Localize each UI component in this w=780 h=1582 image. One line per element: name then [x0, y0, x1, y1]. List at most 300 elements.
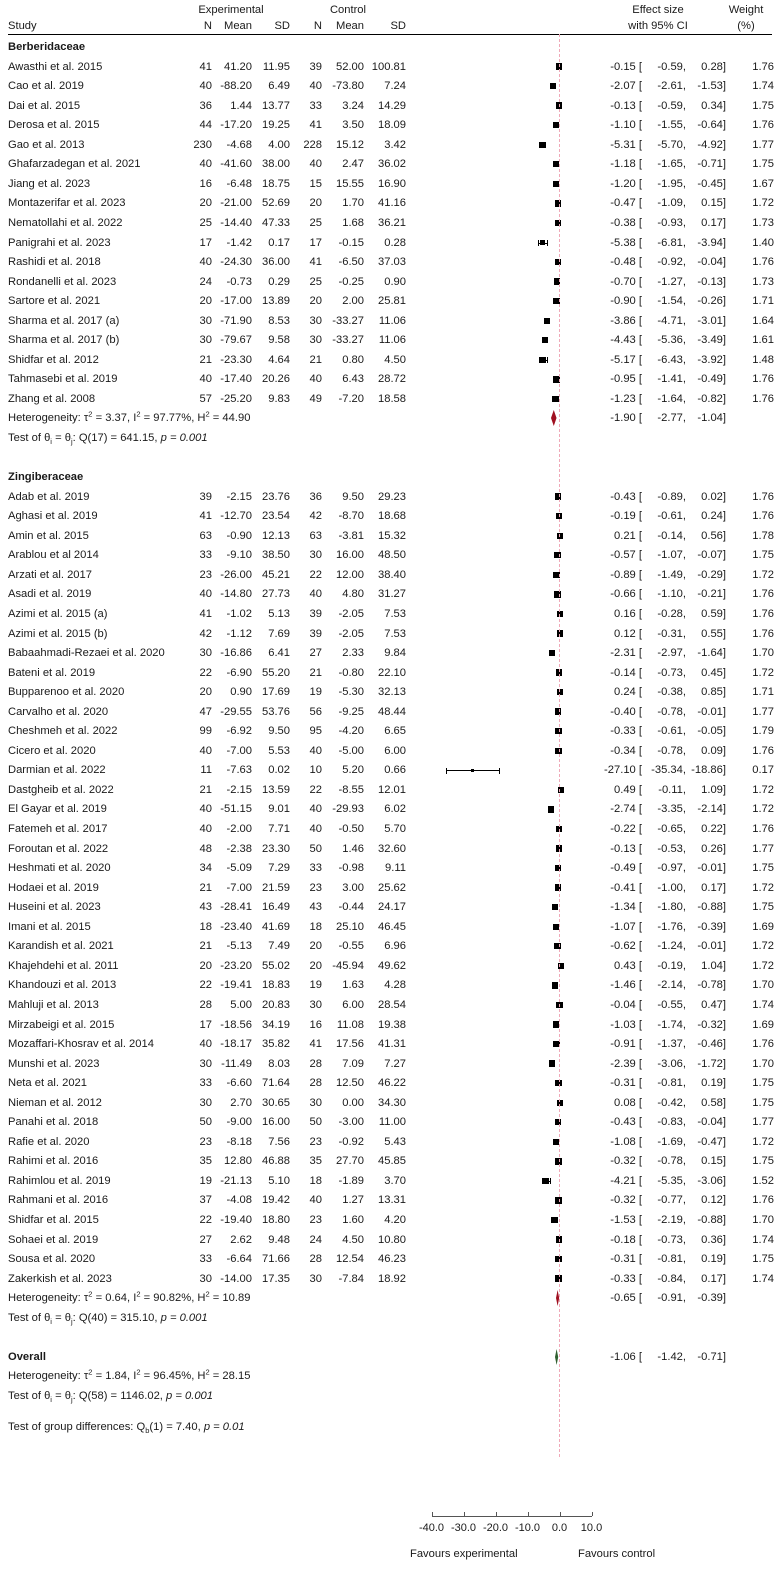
exp-sd: 5.10 — [268, 1174, 290, 1187]
exp-sd: 17.69 — [262, 686, 290, 699]
ctl-n: 24 — [309, 1233, 322, 1246]
exp-sd: 16.49 — [262, 901, 290, 914]
effect-size: -3.86 [ — [610, 314, 642, 327]
exp-mean: -19.40 — [220, 1214, 252, 1226]
study-label: Rahimi et al. 2016 — [8, 1155, 99, 1168]
weight: 1.72 — [752, 881, 774, 894]
effect-size: -5.17 [ — [610, 353, 642, 366]
exp-sd: 21.59 — [262, 881, 290, 894]
exp-sd: 4.64 — [268, 353, 290, 366]
ci-cap-lower — [446, 768, 447, 774]
ctl-mean: 12.50 — [336, 1077, 364, 1090]
ctl-mean: -0.55 — [338, 940, 364, 953]
ctl-n: 28 — [309, 1077, 322, 1090]
ci-cap-upper — [499, 768, 500, 774]
study-label: Bupparenoo et al. 2020 — [8, 686, 125, 699]
weight: 1.52 — [752, 1174, 774, 1187]
study-label: Cicero et al. 2020 — [8, 744, 96, 757]
ci-lower: -1.10, — [657, 588, 686, 601]
weight: 1.76 — [752, 510, 774, 523]
ci-upper: -0.01] — [697, 862, 726, 875]
ctl-mean: 5.20 — [342, 764, 364, 777]
weight: 1.76 — [752, 1038, 774, 1051]
exp-mean: -17.40 — [220, 373, 252, 386]
exp-mean: -6.92 — [226, 725, 252, 738]
effect-size: 0.08 [ — [614, 1096, 642, 1109]
ctl-mean: 1.27 — [342, 1194, 364, 1207]
effect-size: -0.62 [ — [610, 940, 642, 953]
header-weight-sub: (%) — [737, 20, 755, 32]
ctl-n: 40 — [309, 823, 322, 835]
ctl-mean: -0.25 — [338, 275, 364, 288]
exp-mean: -6.60 — [226, 1077, 252, 1090]
exp-n: 30 — [199, 1096, 212, 1109]
ci-upper: -0.07] — [697, 549, 726, 562]
ci-lower: -1.07, — [657, 549, 686, 562]
ci-lower: -0.59, — [657, 99, 686, 112]
ci-upper: -1.53] — [697, 80, 726, 93]
ctl-n: 63 — [309, 529, 322, 542]
ctl-mean: -2.05 — [338, 627, 364, 640]
group-header-berberidaceae: Berberidaceae — [8, 41, 86, 53]
ci-upper: 0.22] — [701, 823, 726, 835]
ci-lower: -1.64, — [657, 392, 686, 405]
ctl-n: 25 — [309, 216, 322, 229]
ctl-n: 95 — [309, 725, 322, 738]
ctl-mean: 3.50 — [342, 119, 364, 132]
ctl-n: 40 — [309, 744, 322, 757]
exp-mean: -6.48 — [226, 177, 252, 190]
ci-lower: -1.69, — [657, 1135, 686, 1148]
x-axis-tick — [592, 1512, 593, 1516]
ci-lower: -0.89, — [657, 490, 686, 503]
effect-size: -0.31 [ — [610, 1253, 642, 1266]
ci-upper: -0.01] — [697, 940, 726, 953]
ci-lower: -2.14, — [657, 979, 686, 992]
ci-upper: -0.64] — [697, 119, 726, 132]
ctl-n: 30 — [309, 314, 322, 327]
weight: 1.75 — [752, 901, 774, 914]
exp-n: 22 — [199, 1214, 212, 1226]
exp-sd: 9.50 — [268, 725, 290, 738]
ctl-sd: 37.03 — [378, 256, 406, 269]
ctl-mean: 1.63 — [342, 979, 364, 992]
ctl-mean: 1.46 — [342, 842, 364, 855]
exp-mean: -9.00 — [226, 1116, 252, 1129]
exp-sd: 71.64 — [262, 1077, 290, 1090]
weight: 1.72 — [752, 803, 774, 816]
ctl-n: 25 — [309, 275, 322, 288]
study-label: Sohaei et al. 2019 — [8, 1233, 99, 1246]
exp-n: 30 — [199, 1272, 212, 1285]
study-marker — [551, 1217, 557, 1223]
ctl-n: 28 — [309, 1253, 322, 1266]
effect-size: -1.53 [ — [610, 1214, 642, 1226]
exp-mean: 1.44 — [230, 99, 252, 112]
ctl-mean: 0.80 — [342, 353, 364, 366]
ctl-mean: 6.00 — [342, 998, 364, 1011]
study-label: Arzati et al. 2017 — [8, 568, 92, 581]
ctl-mean: -0.44 — [338, 901, 364, 914]
effect-size: -0.15 [ — [610, 60, 642, 73]
exp-n: 17 — [199, 1018, 212, 1031]
exp-mean: -5.09 — [226, 862, 252, 875]
study-label: Sartore et al. 2021 — [8, 295, 101, 308]
ctl-n: 18 — [309, 920, 322, 933]
ctl-sd: 18.68 — [378, 510, 406, 523]
ctl-mean: -0.80 — [338, 666, 364, 679]
ci-lower: -0.61, — [657, 725, 686, 738]
ctl-mean: 3.00 — [342, 881, 364, 894]
ci-upper: -3.94] — [697, 236, 726, 249]
exp-n: 11 — [200, 764, 212, 777]
header-experimental: Experimental — [198, 4, 264, 16]
ctl-mean: 15.12 — [336, 138, 364, 151]
effect-size: -2.07 [ — [610, 80, 642, 93]
study-label: Gao et al. 2013 — [8, 138, 85, 151]
effect-size: 0.21 [ — [614, 529, 642, 542]
subgroup-ci-lower: -2.77, — [657, 412, 686, 425]
weight: 1.67 — [752, 177, 774, 190]
exp-n: 19 — [199, 1174, 212, 1187]
ci-upper: 0.55] — [701, 627, 726, 640]
exp-sd: 0.29 — [268, 275, 290, 288]
exp-n: 40 — [199, 256, 212, 269]
ctl-n: 36 — [309, 490, 322, 503]
x-axis-line — [432, 1516, 592, 1517]
effect-size: 0.12 [ — [614, 627, 642, 640]
ctl-sd: 0.28 — [384, 236, 406, 249]
ctl-sd: 25.81 — [378, 295, 406, 308]
weight: 1.64 — [752, 314, 774, 327]
exp-mean: -0.73 — [226, 275, 252, 288]
exp-sd: 55.02 — [262, 959, 290, 972]
exp-n: 28 — [199, 998, 212, 1011]
exp-mean: -16.86 — [220, 647, 252, 660]
weight: 1.69 — [752, 1018, 774, 1031]
x-axis-tick-label: 0.0 — [551, 1522, 568, 1534]
ci-lower: -0.73, — [657, 1233, 686, 1246]
ci-upper: 0.17] — [701, 881, 726, 894]
effect-size: -0.19 [ — [610, 510, 642, 523]
ci-lower: -1.55, — [657, 119, 686, 132]
effect-size: -0.32 [ — [610, 1194, 642, 1207]
exp-mean: -6.90 — [226, 666, 252, 679]
ctl-n: 23 — [309, 881, 322, 894]
ctl-mean: 1.68 — [342, 216, 364, 229]
exp-sd: 71.66 — [262, 1253, 290, 1266]
ci-lower: -1.24, — [657, 940, 686, 953]
exp-mean: -2.15 — [226, 490, 252, 503]
ctl-mean: -9.25 — [338, 705, 364, 718]
ci-upper: -0.21] — [697, 588, 726, 601]
header-ctl-n: N — [313, 20, 322, 32]
effect-size: -1.20 [ — [610, 177, 642, 190]
ctl-mean: 12.00 — [336, 568, 364, 581]
exp-sd: 36.00 — [262, 256, 290, 269]
ci-upper: -0.46] — [697, 1038, 726, 1051]
ctl-mean: -33.27 — [332, 314, 364, 327]
effect-size: -4.43 [ — [610, 334, 642, 347]
exp-sd: 13.59 — [262, 783, 290, 796]
effect-size: -5.38 [ — [610, 236, 642, 249]
ci-upper: -1.64] — [697, 647, 726, 660]
ci-lower: -0.78, — [657, 1155, 686, 1168]
study-marker — [557, 611, 563, 617]
exp-n: 39 — [199, 490, 212, 503]
ci-upper: -3.92] — [697, 353, 726, 366]
study-label: Munshi et al. 2023 — [8, 1057, 100, 1070]
exp-n: 50 — [199, 1116, 212, 1129]
weight: 1.76 — [752, 1194, 774, 1207]
ctl-mean: -8.55 — [338, 783, 364, 796]
exp-n: 40 — [199, 373, 212, 386]
ctl-sd: 12.01 — [378, 783, 406, 796]
exp-sd: 38.00 — [262, 158, 290, 171]
ci-upper: 0.15] — [701, 1155, 726, 1168]
ctl-sd: 6.96 — [384, 940, 406, 953]
favours-control-label: Favours control — [578, 1548, 656, 1560]
exp-n: 43 — [199, 901, 212, 914]
ctl-n: 40 — [309, 803, 322, 816]
exp-mean: -7.63 — [226, 764, 252, 777]
exp-n: 30 — [199, 334, 212, 347]
subgroup-ci-upper: -0.39] — [697, 1292, 726, 1305]
weight: 1.76 — [752, 823, 774, 835]
exp-sd: 12.13 — [262, 529, 290, 542]
exp-mean: -14.80 — [220, 588, 252, 601]
ctl-sd: 7.27 — [384, 1057, 406, 1070]
study-label: Karandish et al. 2021 — [8, 940, 114, 953]
ctl-mean: -2.05 — [338, 607, 364, 620]
ctl-mean: -7.84 — [338, 1272, 364, 1285]
ci-upper: 0.45] — [701, 666, 726, 679]
effect-size: -0.13 [ — [610, 99, 642, 112]
ctl-n: 15 — [309, 177, 322, 190]
ci-lower: -1.74, — [657, 1018, 686, 1031]
exp-mean: -21.13 — [220, 1174, 252, 1187]
ctl-sd: 7.53 — [384, 627, 406, 640]
exp-sd: 16.00 — [262, 1116, 290, 1129]
study-label: Rondanelli et al. 2023 — [8, 275, 117, 288]
overall-label: Overall — [8, 1350, 46, 1363]
ci-upper: 0.09] — [701, 744, 726, 757]
homogeneity-test-text: Test of $\theta_i = \theta_j$: Q(40) = 315.10, p = 0.001 — [8, 1311, 208, 1326]
ctl-sd: 41.31 — [378, 1038, 406, 1051]
ctl-n: 10 — [309, 764, 322, 777]
exp-n: 57 — [199, 392, 212, 405]
ctl-n: 39 — [309, 627, 322, 640]
study-marker — [555, 865, 561, 871]
ctl-sd: 6.65 — [384, 725, 406, 738]
study-label: Sharma et al. 2017 (b) — [8, 334, 120, 347]
ctl-mean: 27.70 — [336, 1155, 364, 1168]
ci-lower: -0.31, — [657, 627, 686, 640]
exp-mean: -51.15 — [220, 803, 252, 816]
x-axis-tick-label: -30.0 — [450, 1522, 477, 1534]
weight: 1.77 — [752, 842, 774, 855]
overall-effect-size: -1.06 [ — [610, 1350, 642, 1363]
ctl-n: 33 — [309, 862, 322, 875]
study-label: Azimi et al. 2015 (a) — [8, 607, 108, 620]
effect-size: -0.89 [ — [610, 568, 642, 581]
exp-n: 35 — [199, 1155, 212, 1168]
study-marker — [542, 337, 548, 343]
ctl-mean: 17.56 — [336, 1038, 364, 1051]
ctl-n: 40 — [309, 80, 322, 93]
ctl-n: 17 — [309, 236, 322, 249]
weight: 1.72 — [752, 959, 774, 972]
header-exp-n: N — [203, 20, 212, 32]
exp-mean: -4.68 — [226, 138, 252, 151]
effect-size: -4.21 [ — [610, 1174, 642, 1187]
ctl-mean: -0.15 — [338, 236, 364, 249]
ctl-mean: 15.55 — [336, 177, 364, 190]
effect-size: 0.16 [ — [614, 607, 642, 620]
ci-upper: 0.02] — [701, 490, 726, 503]
ci-lower: -1.41, — [657, 373, 686, 386]
exp-n: 47 — [199, 705, 212, 718]
ctl-sd: 28.72 — [378, 373, 406, 386]
exp-sd: 20.26 — [262, 373, 290, 386]
exp-sd: 4.00 — [268, 138, 290, 151]
weight: 1.40 — [752, 236, 774, 249]
study-marker — [550, 83, 556, 89]
study-label: Babaahmadi-Rezaei et al. 2020 — [8, 647, 165, 660]
effect-size: 0.24 [ — [614, 686, 642, 699]
ctl-n: 28 — [309, 1057, 322, 1070]
exp-sd: 8.03 — [268, 1057, 290, 1070]
study-label: Neta et al. 2021 — [8, 1077, 87, 1090]
exp-sd: 53.76 — [262, 705, 290, 718]
ci-lower: -0.83, — [657, 1116, 686, 1129]
study-label: Jiang et al. 2023 — [8, 177, 91, 190]
group-differences-test-text: Test of group differences: $Q_b(1) = 7.40$, p = 0.01 — [8, 1421, 245, 1436]
weight: 1.74 — [752, 1272, 774, 1285]
study-label: Imani et al. 2015 — [8, 920, 91, 933]
ci-lower: -3.06, — [657, 1057, 686, 1070]
effect-size: -1.18 [ — [610, 158, 642, 171]
effect-size: -0.91 [ — [610, 1038, 642, 1051]
ci-upper: 0.17] — [701, 1272, 726, 1285]
ctl-sd: 5.43 — [384, 1135, 406, 1148]
ctl-mean: 0.00 — [342, 1096, 364, 1109]
ctl-n: 20 — [309, 197, 322, 210]
exp-mean: -17.20 — [220, 119, 252, 132]
study-label: Shidfar et al. 2012 — [8, 353, 99, 366]
ctl-sd: 45.85 — [378, 1155, 406, 1168]
ci-upper: 0.47] — [701, 998, 726, 1011]
effect-size: -0.31 [ — [610, 1077, 642, 1090]
exp-n: 20 — [199, 959, 212, 972]
ctl-mean: 2.47 — [342, 158, 364, 171]
ctl-n: 20 — [309, 959, 322, 972]
study-label: Asadi et al. 2019 — [8, 588, 92, 601]
exp-mean: -0.90 — [226, 529, 252, 542]
ctl-mean: -33.27 — [332, 334, 364, 347]
weight: 1.70 — [752, 1214, 774, 1226]
exp-mean: -23.40 — [220, 920, 252, 933]
exp-mean: 0.90 — [230, 686, 252, 699]
header-effect-sub: with 95% CI — [628, 20, 688, 32]
weight: 1.76 — [752, 392, 774, 405]
ctl-mean: 6.43 — [342, 373, 364, 386]
study-label: Rashidi et al. 2018 — [8, 256, 101, 269]
ctl-sd: 3.70 — [384, 1174, 406, 1187]
exp-n: 18 — [199, 920, 212, 933]
ctl-n: 33 — [309, 99, 322, 112]
exp-sd: 38.50 — [262, 549, 290, 562]
ctl-n: 35 — [309, 1155, 322, 1168]
ci-upper: -0.01] — [697, 705, 726, 718]
ctl-mean: -3.00 — [338, 1116, 364, 1129]
exp-sd: 30.65 — [262, 1096, 290, 1109]
exp-mean: -41.60 — [220, 158, 252, 171]
ctl-mean: -0.98 — [338, 862, 364, 875]
ci-upper: -0.78] — [697, 979, 726, 992]
exp-n: 36 — [199, 99, 212, 112]
study-label: Carvalho et al. 2020 — [8, 705, 109, 718]
exp-mean: -25.20 — [220, 392, 252, 405]
ctl-mean: 16.00 — [336, 549, 364, 562]
exp-sd: 7.69 — [268, 627, 290, 640]
exp-n: 21 — [199, 940, 212, 953]
exp-n: 33 — [199, 1253, 212, 1266]
study-label: Huseini et al. 2023 — [8, 901, 101, 914]
overall-ci-upper: -0.71] — [697, 1350, 726, 1363]
ci-cap-upper — [547, 240, 548, 246]
ci-lower: -0.77, — [657, 1194, 686, 1207]
exp-n: 40 — [199, 803, 212, 816]
ctl-mean: 2.33 — [342, 647, 364, 660]
ci-lower: -0.61, — [657, 510, 686, 523]
weight: 1.76 — [752, 588, 774, 601]
exp-n: 41 — [199, 60, 212, 73]
ci-lower: -2.97, — [657, 647, 686, 660]
study-label: Mahluji et al. 2013 — [8, 998, 99, 1011]
study-label: Arablou et al 2014 — [8, 549, 99, 562]
ci-upper: -0.45] — [697, 177, 726, 190]
exp-sd: 23.54 — [262, 510, 290, 523]
exp-n: 33 — [199, 1077, 212, 1090]
ctl-n: 22 — [309, 568, 322, 581]
heterogeneity-text: Heterogeneity: $\tau^2 = 0.64$, $I^2 = 90.82\%$, $H^2 = 10.89$ — [8, 1289, 251, 1305]
ctl-mean: 1.60 — [342, 1214, 364, 1226]
ci-upper: 1.04] — [701, 959, 726, 972]
ci-lower: -1.80, — [657, 901, 686, 914]
header-ctl-sd: SD — [390, 20, 406, 32]
ctl-n: 41 — [309, 119, 322, 132]
weight: 1.76 — [752, 256, 774, 269]
ctl-n: 27 — [309, 647, 322, 660]
study-label: Hodaei et al. 2019 — [8, 881, 99, 894]
ctl-mean: 12.54 — [336, 1253, 364, 1266]
ctl-sd: 18.58 — [378, 392, 406, 405]
exp-mean: -79.67 — [220, 334, 252, 347]
study-marker — [539, 142, 545, 148]
weight: 1.75 — [752, 158, 774, 171]
ctl-sd: 48.50 — [378, 549, 406, 562]
exp-n: 21 — [199, 881, 212, 894]
weight: 1.70 — [752, 979, 774, 992]
ctl-n: 56 — [309, 705, 322, 718]
exp-mean: -24.30 — [220, 256, 252, 269]
ci-upper: -0.04] — [697, 1116, 726, 1129]
effect-size: -0.48 [ — [610, 256, 642, 269]
ci-lower: -0.19, — [657, 959, 686, 972]
study-label: Montazerifar et al. 2023 — [8, 197, 126, 210]
ctl-sd: 18.92 — [378, 1272, 406, 1285]
